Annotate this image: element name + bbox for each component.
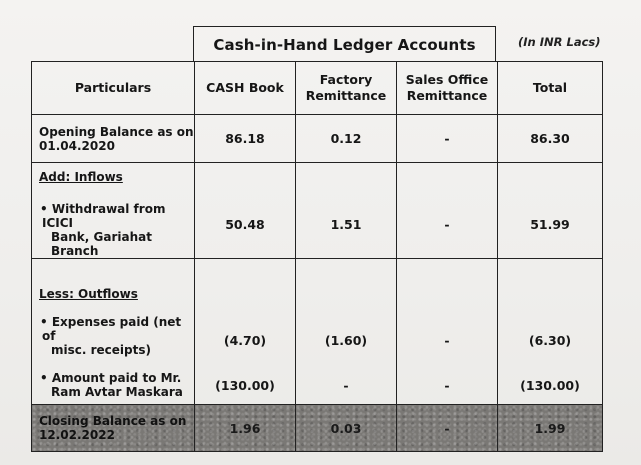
outflows-item1-line2: misc. receipts) xyxy=(51,343,151,357)
opening-total: 86.30 xyxy=(498,115,603,163)
header-sales-line2: Remittance xyxy=(406,88,488,103)
closing-balance-row xyxy=(32,405,603,452)
inflows-total: 51.99 xyxy=(498,163,603,259)
outflows-sales xyxy=(397,259,498,405)
closing-label-line1: Closing Balance as on xyxy=(39,414,187,428)
closing-cash-book: 1.96 xyxy=(195,405,296,452)
inflows-sales: - xyxy=(397,163,498,259)
opening-balance-label xyxy=(32,115,195,163)
outflows-item2-line2: Ram Avtar Maskara xyxy=(51,385,183,399)
inflows-factory: 1.51 xyxy=(296,163,397,259)
opening-label-line1: Opening Balance as on xyxy=(39,124,194,139)
header-factory-line1: Factory xyxy=(319,72,373,87)
outflows-item2-cash-book: (130.00) xyxy=(215,378,275,393)
outflows-item1-factory: (1.60) xyxy=(324,333,368,348)
inflows-section-title: Add: Inflows xyxy=(39,170,123,184)
closing-total: 1.99 xyxy=(498,405,603,452)
opening-cash-book: 86.18 xyxy=(195,115,296,163)
outflows-total xyxy=(498,259,603,405)
outflows-factory xyxy=(296,259,397,405)
outflows-cash-book xyxy=(195,259,296,405)
outflows-label xyxy=(32,259,195,405)
closing-label-line2: 12.02.2022 xyxy=(39,428,115,442)
header-cash-book: CASH Book xyxy=(195,62,296,115)
outflows-item1-line1: • Expenses paid (net of xyxy=(40,315,182,343)
ledger-title: Cash-in-Hand Ledger Accounts xyxy=(193,26,496,62)
outflows-item1-sales: - xyxy=(444,333,450,348)
inflows-label xyxy=(32,163,195,259)
outflows-item2-factory: - xyxy=(343,378,349,393)
header-sales-office-remittance xyxy=(397,62,498,115)
closing-sales: - xyxy=(397,405,498,452)
outflows-section-title: Less: Outflows xyxy=(39,287,138,301)
header-factory-line2: Remittance xyxy=(305,88,387,103)
units-note: (In INR Lacs) xyxy=(518,35,601,49)
inflows-item-line2: Bank, Gariahat Branch xyxy=(51,230,152,258)
outflows-item1-cash-book: (4.70) xyxy=(223,333,267,348)
header-total: Total xyxy=(498,62,603,115)
inflows-row xyxy=(32,163,603,259)
header-factory-remittance xyxy=(296,62,397,115)
table-header-row xyxy=(32,62,603,115)
outflows-item2-total: (130.00) xyxy=(520,378,580,393)
closing-balance-label xyxy=(32,405,195,452)
inflows-cash-book: 50.48 xyxy=(195,163,296,259)
opening-balance-row xyxy=(32,115,603,163)
opening-factory: 0.12 xyxy=(296,115,397,163)
outflows-item1-total: (6.30) xyxy=(528,333,572,348)
inflows-item-line1: • Withdrawal from ICICI xyxy=(40,202,166,230)
ledger-table xyxy=(31,61,603,452)
opening-label-line2: 01.04.2020 xyxy=(39,138,115,153)
outflows-item2-sales: - xyxy=(444,378,450,393)
outflows-row xyxy=(32,259,603,405)
opening-sales: - xyxy=(397,115,498,163)
outflows-item2-line1: • Amount paid to Mr. xyxy=(40,371,182,385)
header-particulars: Particulars xyxy=(32,62,195,115)
header-sales-line1: Sales Office xyxy=(405,72,489,87)
closing-factory: 0.03 xyxy=(296,405,397,452)
